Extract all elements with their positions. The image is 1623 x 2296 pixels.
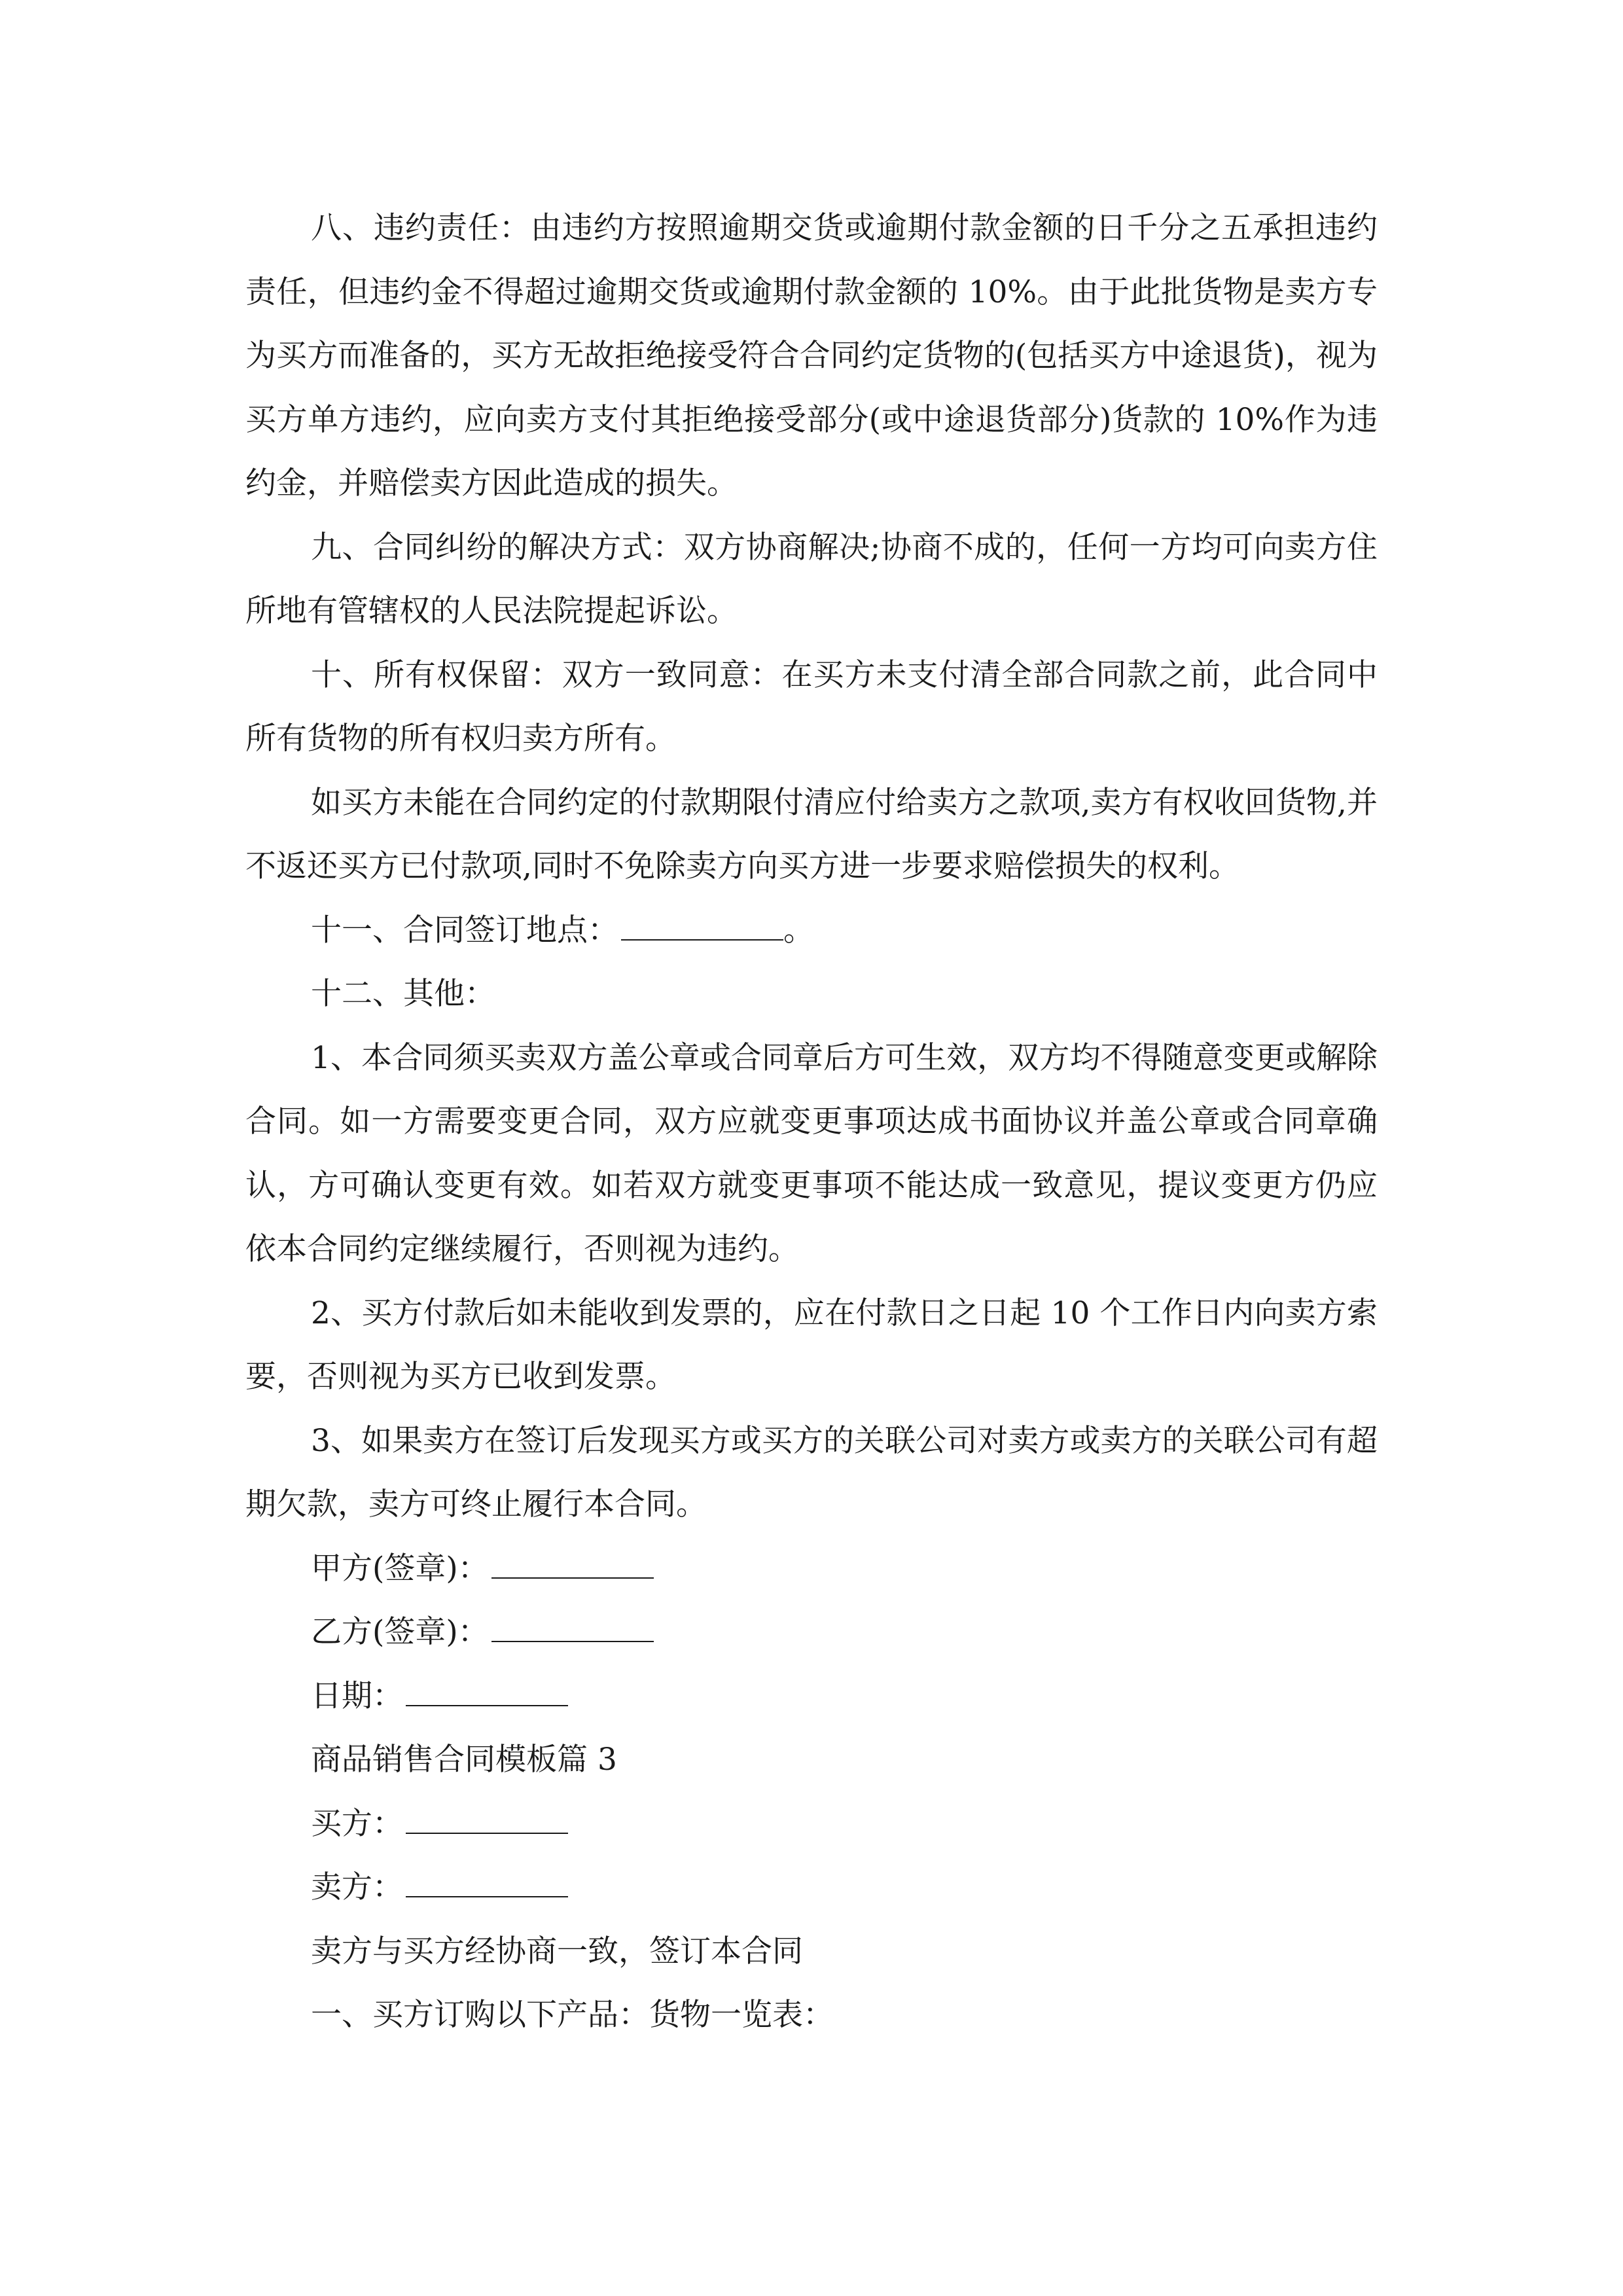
party-b-blank — [491, 1615, 654, 1642]
seller-blank — [406, 1870, 568, 1897]
party-a-label: 甲方(签章)： — [311, 1550, 489, 1587]
signing-place-label: 十一、合同签订地点： — [311, 912, 618, 948]
seller-line — [245, 1856, 1378, 1920]
buyer-label: 买方： — [311, 1805, 403, 1842]
other-item-3: 3、如果卖方在签订后发现买方或买方的关联公司对卖方或卖方的关联公司有超期欠款，卖方可终止履行本合同。 — [245, 1422, 1378, 1522]
agreement-line: 卖方与买方经协商一致，签订本合同 — [311, 1933, 803, 1969]
signing-place-suffix: 。 — [783, 912, 814, 948]
clause-1-goods-list: 一、买方订购以下产品：货物一览表： — [311, 1997, 834, 2033]
section-title: 商品销售合同模板篇 3 — [311, 1742, 617, 1778]
date-line — [245, 1664, 1378, 1729]
party-a-blank — [491, 1551, 654, 1579]
clause-9-dispute-resolution: 九、合同纠纷的解决方式：双方协商解决;协商不成的，任何一方均可向卖方住所地有管辖权的人民法院提起诉讼。 — [245, 529, 1378, 629]
seller-label: 卖方： — [311, 1869, 403, 1905]
party-a-signature — [245, 1537, 1378, 1601]
party-b-label: 乙方(签章)： — [311, 1614, 489, 1650]
clause-11-signing-place — [245, 899, 1378, 963]
clause-8-breach-liability: 八、违约责任：由违约方按照逾期交货或逾期付款金额的日千分之五承担违约责任，但违约金不得超过逾期交货或逾期付款金额的 10%。由于此批货物是卖方专为买方而准备的，买方无故拒绝接受符合合同约定货物的(包括买方中途退货)，视为买方单方违约，应向卖方支付其拒绝接受部分(或中途退货部分)货款的 10%作为违约金，并赔偿卖方因此造成的损失。 — [245, 210, 1378, 501]
clause-10-ownership-retention: 十、所有权保留：双方一致同意：在买方未支付清全部合同款之前，此合同中所有货物的所有权归卖方所有。 — [245, 656, 1378, 757]
other-item-1: 1、本合同须买卖双方盖公章或合同章后方可生效，双方均不得随意变更或解除合同。如一方需要变更合同，双方应就变更事项达成书面协议并盖公章或合同章确认，方可确认变更有效。如若双方就变更事项不能达成一致意见，提议变更方仍应依本合同约定继续履行，否则视为违约。 — [245, 1039, 1378, 1267]
clause-12-heading: 十二、其他： — [311, 976, 495, 1012]
clause-10-repossession: 如买方未能在合同约定的付款期限付清应付给卖方之款项,卖方有权收回货物,并不返还买方已付款项,同时不免除卖方向买方进一步要求赔偿损失的权利。 — [245, 784, 1378, 884]
party-b-signature — [245, 1600, 1378, 1664]
date-label: 日期： — [311, 1677, 403, 1714]
buyer-line — [245, 1792, 1378, 1856]
other-item-2: 2、买方付款后如未能收到发票的，应在付款日之日起 10 个工作日内向卖方索要，否则视为买方已收到发票。 — [245, 1295, 1378, 1395]
document-body — [245, 196, 1378, 2047]
date-blank — [406, 1679, 568, 1706]
signing-place-blank — [621, 913, 783, 941]
buyer-blank — [406, 1806, 568, 1834]
